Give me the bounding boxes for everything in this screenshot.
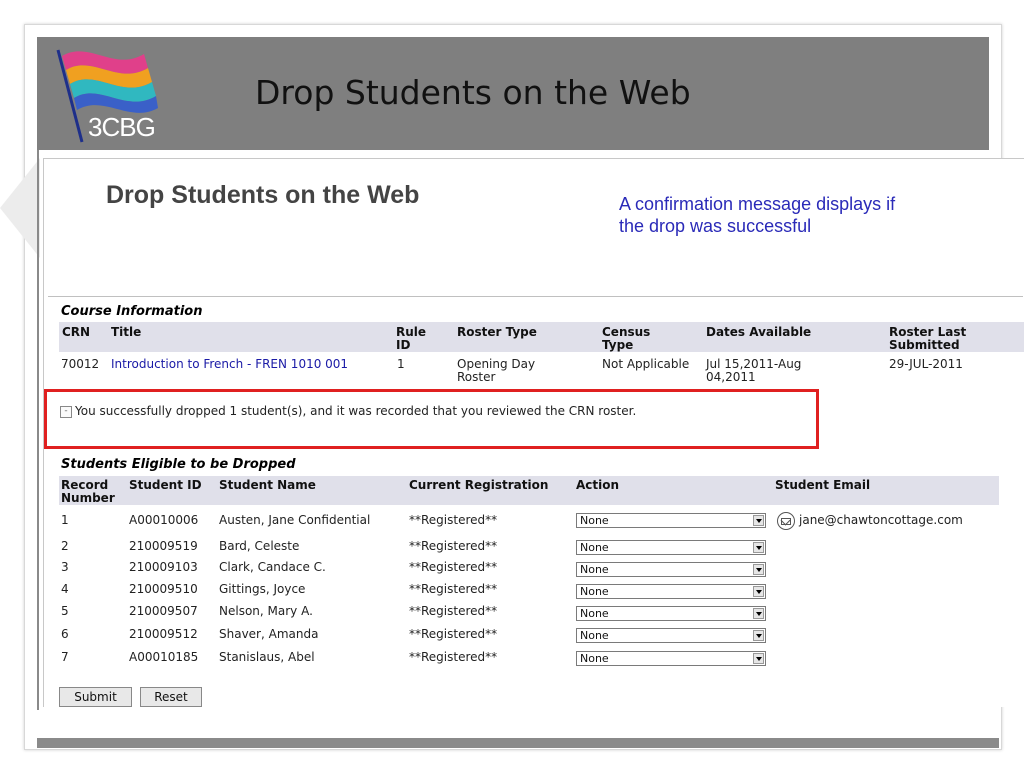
course-census-type: Not Applicable	[602, 357, 690, 371]
panel-title: Drop Students on the Web	[106, 181, 420, 209]
course-roster-type: Opening Day Roster	[457, 357, 536, 384]
success-message: You successfully dropped 1 student(s), and it was recorded that you reviewed the CRN roster.	[75, 404, 637, 418]
col-census-type: Census Type	[602, 325, 651, 352]
divider	[48, 296, 1023, 297]
col-dates-available: Dates Available	[706, 325, 812, 339]
action-select-value: None	[580, 563, 609, 576]
action-select[interactable]	[576, 562, 766, 577]
student-record: 5	[61, 604, 69, 618]
dropdown-arrow-icon[interactable]	[753, 608, 764, 619]
student-id: 210009103	[129, 560, 198, 574]
student-record: 1	[61, 513, 69, 527]
col-current-registration: Current Registration	[409, 478, 549, 492]
course-info-heading: Course Information	[61, 304, 203, 319]
col-rule-id: Rule ID	[396, 325, 427, 352]
submit-button[interactable]: Submit	[59, 687, 132, 707]
course-rule-id: 1	[397, 357, 405, 371]
action-select[interactable]	[576, 584, 766, 599]
logo-text: 3CBG	[88, 112, 155, 142]
decorative-arrow-shape	[0, 158, 40, 258]
student-name: Nelson, Mary A.	[219, 604, 313, 618]
dropdown-arrow-icon[interactable]	[753, 564, 764, 575]
student-name: Austen, Jane Confidential	[219, 513, 371, 527]
student-id: 210009507	[129, 604, 198, 618]
course-crn: 70012	[61, 357, 100, 371]
bottom-bar	[37, 738, 999, 748]
student-name: Gittings, Joyce	[219, 582, 306, 596]
dropdown-arrow-icon[interactable]	[753, 653, 764, 664]
dropdown-arrow-icon[interactable]	[753, 542, 764, 553]
student-id: A00010185	[129, 650, 199, 664]
student-registration: **Registered**	[409, 560, 498, 574]
col-roster-last-submitted: Roster Last Submitted	[889, 325, 967, 352]
student-registration: **Registered**	[409, 650, 498, 664]
action-select[interactable]	[576, 513, 766, 528]
student-name: Clark, Candace C.	[219, 560, 326, 574]
student-email[interactable]: jane@chawtoncottage.com	[799, 513, 963, 527]
col-roster-type: Roster Type	[457, 325, 537, 339]
dropdown-arrow-icon[interactable]	[753, 586, 764, 597]
course-title-link[interactable]: Introduction to French - FREN 1010 001	[111, 357, 349, 371]
student-name: Stanislaus, Abel	[219, 650, 315, 664]
student-record: 2	[61, 539, 69, 553]
col-student-name: Student Name	[219, 478, 316, 492]
action-select[interactable]	[576, 540, 766, 555]
student-record: 7	[61, 650, 69, 664]
student-registration: **Registered**	[409, 604, 498, 618]
student-id: 210009519	[129, 539, 198, 553]
col-student-email: Student Email	[775, 478, 871, 492]
email-icon[interactable]	[777, 512, 795, 530]
course-header-band	[59, 322, 1024, 352]
action-select-value: None	[580, 607, 609, 620]
course-roster-last-submitted: 29-JUL-2011	[889, 357, 963, 371]
student-name: Bard, Celeste	[219, 539, 300, 553]
action-select-value: None	[580, 541, 609, 554]
student-id: 210009510	[129, 582, 198, 596]
message-info-icon: -	[60, 406, 72, 418]
dropdown-arrow-icon[interactable]	[753, 630, 764, 641]
reset-button[interactable]: Reset	[140, 687, 202, 707]
action-select[interactable]	[576, 628, 766, 643]
action-select-value: None	[580, 629, 609, 642]
student-id: A00010006	[129, 513, 199, 527]
action-select[interactable]	[576, 606, 766, 621]
action-select-value: None	[580, 585, 609, 598]
student-record: 6	[61, 627, 69, 641]
left-rail	[37, 150, 39, 710]
student-registration: **Registered**	[409, 627, 498, 641]
action-select-value: None	[580, 652, 609, 665]
col-action: Action	[576, 478, 620, 492]
student-registration: **Registered**	[409, 539, 498, 553]
students-heading: Students Eligible to be Dropped	[61, 457, 296, 472]
callout-text: A confirmation message displays if the drop was successful	[619, 194, 896, 236]
slide-title: Drop Students on the Web	[255, 73, 691, 112]
success-highlight-box	[44, 389, 819, 449]
col-student-id: Student ID	[129, 478, 202, 492]
action-select-value: None	[580, 514, 609, 527]
student-record: 3	[61, 560, 69, 574]
student-name: Shaver, Amanda	[219, 627, 319, 641]
col-crn: CRN	[62, 325, 91, 339]
dropdown-arrow-icon[interactable]	[753, 515, 764, 526]
col-title: Title	[111, 325, 142, 339]
student-record: 4	[61, 582, 69, 596]
student-id: 210009512	[129, 627, 198, 641]
course-dates-available: Jul 15,2011-Aug 04,2011	[706, 357, 802, 384]
student-registration: **Registered**	[409, 582, 498, 596]
action-select[interactable]	[576, 651, 766, 666]
student-registration: **Registered**	[409, 513, 498, 527]
col-record-number: Record Number	[61, 478, 115, 505]
